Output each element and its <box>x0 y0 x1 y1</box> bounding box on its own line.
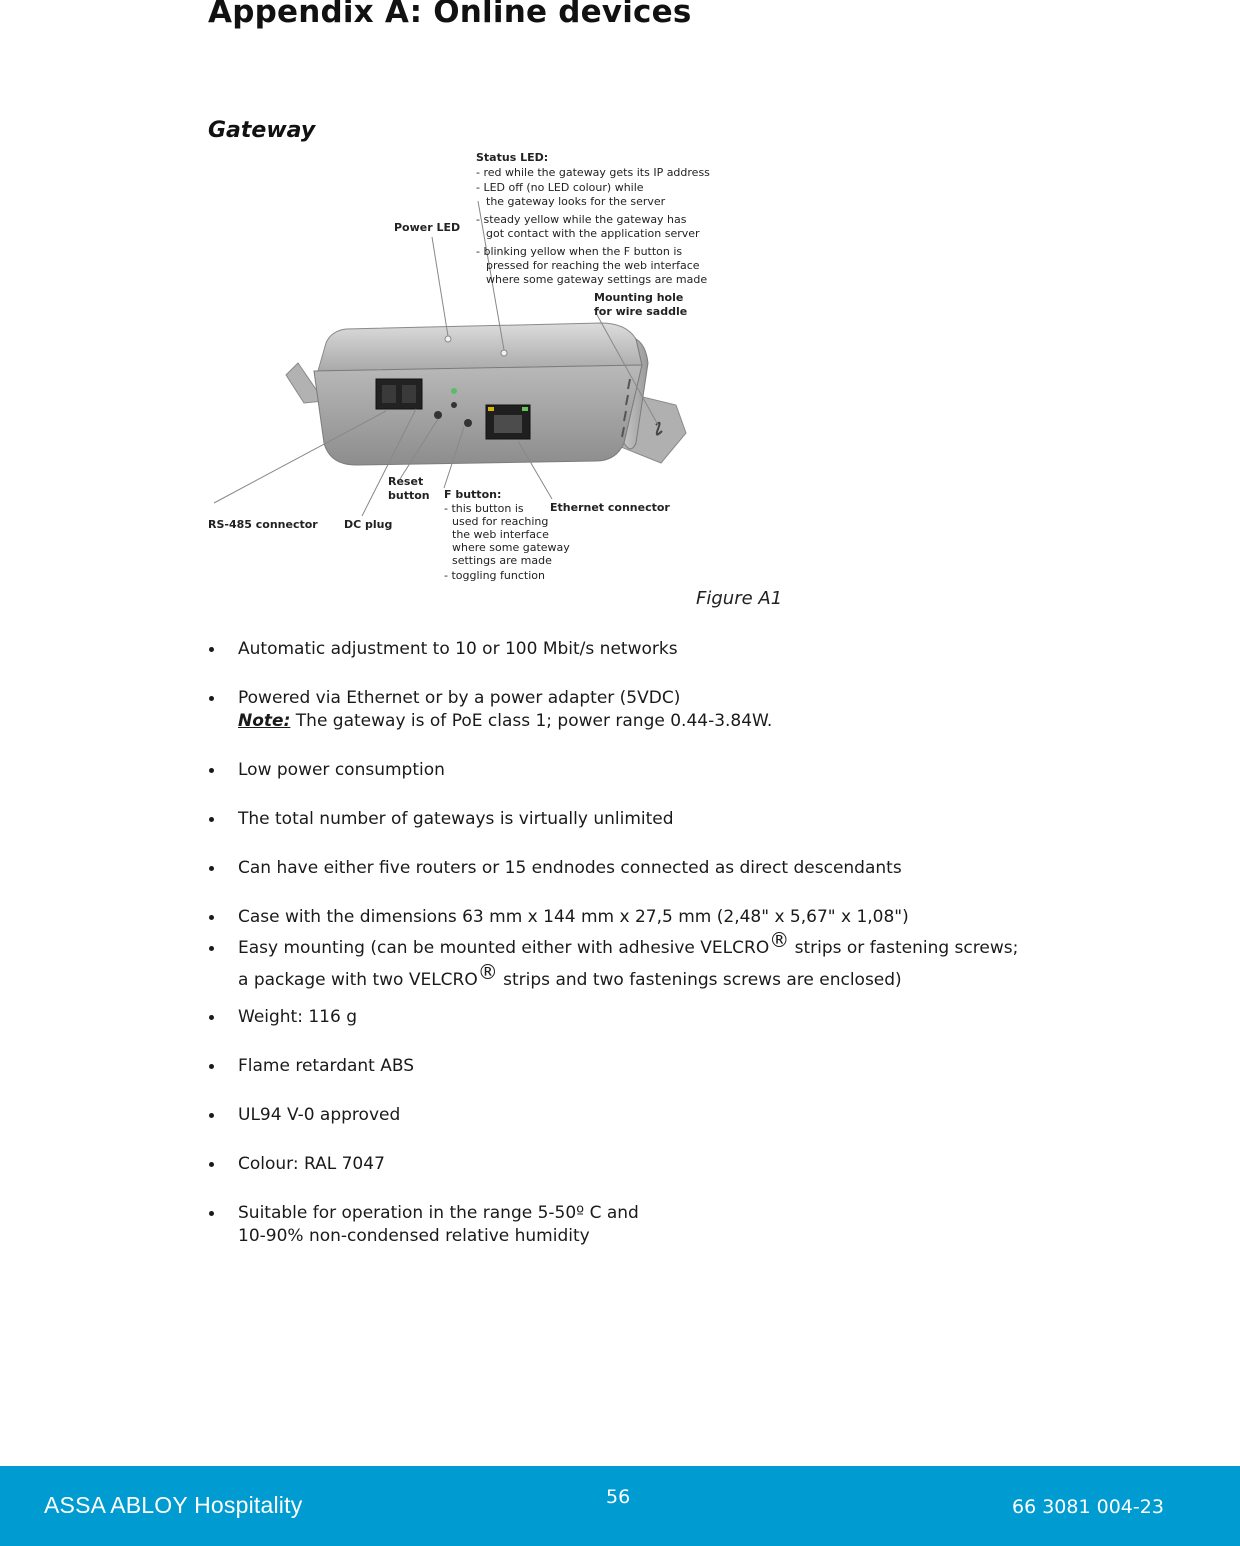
note-text: The gateway is of PoE class 1; power range 0.44-3.84W. <box>290 711 773 731</box>
bullet-text: Powered via Ethernet or by a power adapter (5VDC) <box>238 688 681 708</box>
document-number: 66 3081 004-23 <box>1012 1496 1164 1518</box>
status-led-line: got contact with the application server <box>486 227 700 240</box>
list-item <box>238 1055 1138 1078</box>
list-item <box>238 1006 1138 1029</box>
ethernet-connector-label: Ethernet connector <box>550 501 670 514</box>
f-button-line: where some gateway <box>452 541 570 554</box>
bullet-text: Flame retardant ABS <box>238 1056 415 1076</box>
f-button-line: the web interface <box>452 528 549 541</box>
section-title: Gateway <box>208 118 316 143</box>
gateway-figure <box>206 143 736 588</box>
bullet-text: The total number of gateways is virtually unlimited <box>238 809 674 829</box>
bullet-text: Weight: 116 g <box>238 1007 357 1027</box>
f-button-line: used for reaching <box>452 515 549 528</box>
figure-caption: Figure A1 <box>696 588 783 609</box>
dc-plug-label: DC plug <box>344 518 393 531</box>
mounting-hole-label: Mounting hole <box>594 291 684 304</box>
registered-mark: ® <box>477 960 498 984</box>
list-item <box>238 928 1138 996</box>
page-number: 56 <box>606 1486 631 1508</box>
page-title: Appendix A: Online devices <box>208 0 692 30</box>
green-led-dot <box>451 388 457 394</box>
gateway-illustration <box>206 143 736 588</box>
bullet-text: Automatic adjustment to 10 or 100 Mbit/s networks <box>238 639 678 659</box>
list-item <box>238 857 1138 880</box>
case-top <box>318 323 642 371</box>
bullet-text: strips or fastening screws; <box>789 938 1019 958</box>
bullet-text: Can have either five routers or 15 endnodes connected as direct descendants <box>238 858 902 878</box>
list-item <box>238 759 1138 782</box>
note-label: Note: <box>238 711 291 731</box>
f-button-line: - toggling function <box>444 569 545 582</box>
bullet-text: Case with the dimensions 63 mm x 144 mm x 27,5 mm (2,48" x 5,67" x 1,08") <box>238 907 909 927</box>
dc-plug-hole <box>434 411 442 419</box>
f-button-line: settings are made <box>452 554 552 567</box>
bullet-text: strips and two fastenings screws are enclosed) <box>497 970 902 990</box>
bullet-text: 10-90% non-condensed relative humidity <box>238 1226 590 1246</box>
status-led-line: where some gateway settings are made <box>486 273 708 286</box>
list-item <box>238 808 1138 831</box>
mounting-hole-label: for wire saddle <box>594 305 688 318</box>
page-footer <box>0 1466 1240 1546</box>
bullet-text: UL94 V-0 approved <box>238 1105 401 1125</box>
case-front <box>314 365 642 465</box>
rs485-connector-label: RS-485 connector <box>208 518 318 531</box>
bullet-text: a package with two VELCRO <box>238 970 478 990</box>
list-item <box>238 1153 1138 1176</box>
bullet-text: Low power consumption <box>238 760 445 780</box>
status-led-line: - steady yellow while the gateway has <box>476 213 687 226</box>
f-button-title: F button: <box>444 488 502 501</box>
f-button-hole <box>464 419 472 427</box>
status-led-title: Status LED: <box>476 151 549 164</box>
registered-mark: ® <box>769 928 790 952</box>
bullet-text: Colour: RAL 7047 <box>238 1154 385 1174</box>
status-led-line: pressed for reaching the web interface <box>486 259 700 272</box>
bullet-text: Suitable for operation in the range 5-50º C and <box>238 1203 639 1223</box>
status-led-dot <box>501 350 507 356</box>
status-led-line: - LED off (no LED colour) while <box>476 181 644 194</box>
list-item <box>238 638 1138 661</box>
bullet-text: Easy mounting (can be mounted either with adhesive VELCRO <box>238 938 770 958</box>
status-led-line: - red while the gateway gets its IP address <box>476 166 710 179</box>
status-led-line: the gateway looks for the server <box>486 195 666 208</box>
reset-hole <box>451 402 457 408</box>
list-item <box>238 687 1138 733</box>
list-item <box>238 1202 1138 1248</box>
power-led-dot <box>445 336 451 342</box>
reset-button-label: Reset <box>388 475 424 488</box>
list-item <box>238 906 1138 929</box>
reset-button-label: button <box>388 489 430 502</box>
f-button-line: - this button is <box>444 502 524 515</box>
status-led-line: - blinking yellow when the F button is <box>476 245 683 258</box>
power-led-label: Power LED <box>394 221 461 234</box>
list-item <box>238 1104 1138 1127</box>
footer-brand: ASSA ABLOY Hospitality <box>44 1492 303 1518</box>
